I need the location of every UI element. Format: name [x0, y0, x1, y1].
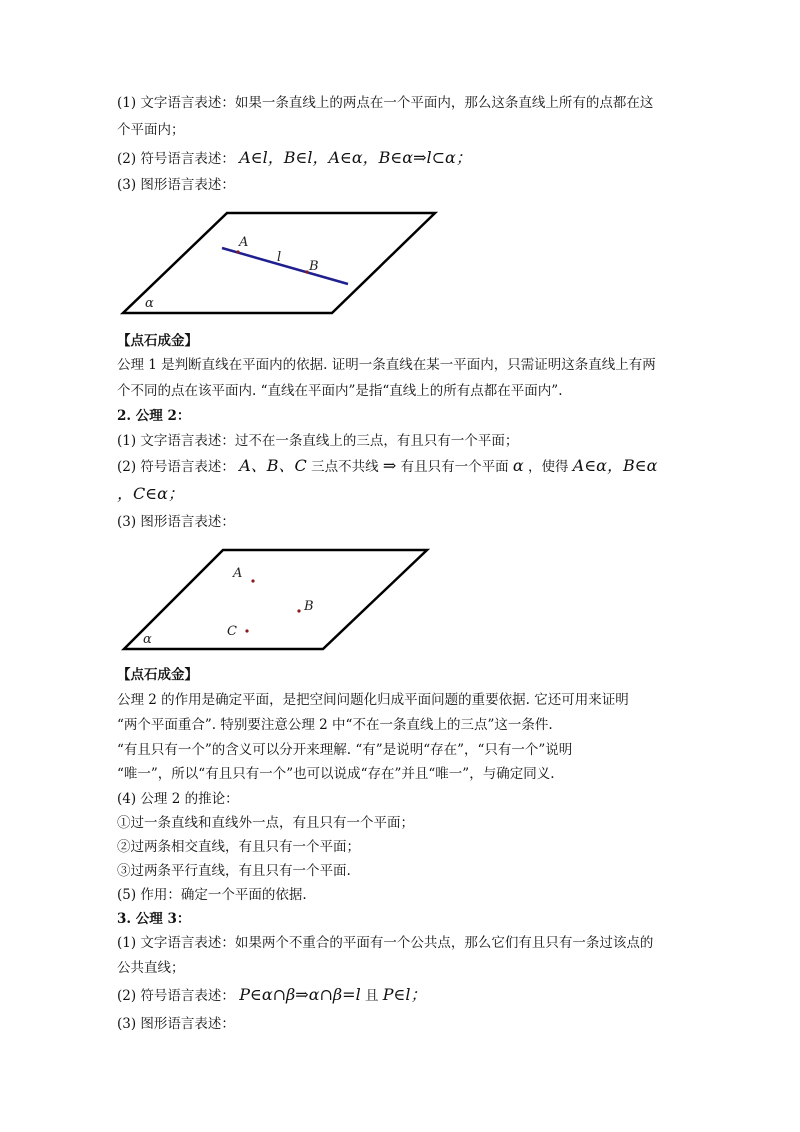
axiom1-text-line1: (1) 文字语言表述：如果一条直线上的两点在一个平面内，那么这条直线上所有的点都在这 — [117, 95, 654, 111]
corollary-1: ①过一条直线和直线外一点，有且只有一个平面； — [117, 815, 414, 831]
tip2-line4: “唯一”，所以“有且只有一个”也可以说成“存在”并且“唯一”，与确定同义. — [117, 766, 555, 782]
point-a-dot — [251, 579, 254, 582]
point-c-dot — [245, 629, 248, 632]
axiom2-symbol-points: A、B、C — [239, 456, 307, 475]
axiom2-symbol-label: (2) 符号语言表述： — [117, 459, 235, 475]
axiom3-text-line2: 公共直线； — [117, 960, 185, 976]
label-b: B — [309, 259, 319, 274]
label-c: C — [227, 624, 237, 639]
axiom1-symbol-expression: A∈l，B∈l，A∈α，B∈α⇒l⊂α； — [239, 148, 472, 167]
tip2-heading: 【点石成金】 — [117, 667, 198, 683]
axiom2-symbol-row — [117, 456, 697, 477]
label-l: l — [277, 250, 282, 265]
axiom2-symbol-c-membership: ，C∈α； — [117, 484, 184, 503]
tip1-line1: 公理 1 是判断直线在平面内的依据. 证明一条直线在某一平面内，只需证明这条直线上有两 — [117, 357, 656, 373]
tip2-line3: “有且只有一个”的含义可以分开来理解. “有”是说明“存在”，“只有一个”说明 — [117, 742, 573, 758]
axiom3-text-line1: (1) 文字语言表述：如果两个不重合的平面有一个公共点，那么它们有且只有一条过该点的 — [117, 935, 654, 951]
axiom3-symbol-and: 且 — [364, 988, 379, 1004]
axiom2-symbol-unique-plane: 有且只有一个平面 — [400, 459, 509, 475]
label-a: A — [233, 566, 243, 581]
point-b-dot — [297, 609, 300, 612]
axiom1-symbol-label: (2) 符号语言表述： — [117, 151, 235, 167]
label-b: B — [304, 599, 314, 614]
tip2-line1: 公理 2 的作用是确定平面，是把空间问题化归成平面问题的重要依据. 它还可用来证明 — [117, 692, 629, 708]
label-alpha: α — [143, 632, 152, 647]
axiom2-heading: 2. 公理 2： — [117, 408, 191, 424]
axiom3-symbol-row — [117, 985, 697, 1006]
tip1-heading: 【点石成金】 — [117, 333, 198, 349]
axiom3-heading: 3. 公理 3： — [117, 911, 191, 927]
axiom2-symbol-arrow: ⇒ — [382, 456, 397, 475]
axiom2-symbol-membership: A∈α，B∈α — [572, 456, 658, 475]
axiom2-symbol-alpha: α — [512, 456, 524, 475]
axiom2-symbol-noncollinear: 三点不共线 — [311, 459, 379, 475]
axiom3-symbol-label: (2) 符号语言表述： — [117, 988, 235, 1004]
corollary-3: ③过两条平行直线，有且只有一个平面. — [117, 863, 351, 879]
axiom2-symbol-line2 — [117, 484, 697, 505]
axiom3-graphic-label: (3) 图形语言表述： — [117, 1016, 235, 1032]
axiom3-symbol-expression-2: P∈l； — [382, 985, 427, 1004]
axiom2-graphic-label: (3) 图形语言表述： — [117, 514, 235, 530]
axiom3-symbol-expression: P∈α∩β⇒α∩β=l — [239, 985, 361, 1004]
axiom2-text: (1) 文字语言表述：过不在一条直线上的三点，有且只有一个平面； — [117, 433, 519, 449]
label-a: A — [239, 235, 249, 250]
corollary-label: (4) 公理 2 的推论： — [117, 791, 239, 807]
axiom1-graphic-label: (3) 图形语言表述： — [117, 177, 235, 193]
corollary-2: ②过两条相交直线，有且只有一个平面； — [117, 839, 360, 855]
axiom2-symbol-such-that: ，使得 — [527, 459, 569, 475]
tip2-line2: “两个平面重合”. 特别要注意公理 2 中“不在一条直线上的三点”这一条件. — [117, 717, 553, 733]
axiom1-text-line2: 个平面内； — [117, 122, 185, 138]
label-alpha: α — [145, 296, 154, 311]
point-a-dot — [236, 250, 239, 253]
plane-parallelogram-2 — [124, 550, 427, 649]
line-l — [222, 248, 348, 284]
tip1-line2: 个不同的点在该平面内. “直线在平面内”是指“直线上的所有点都在平面内”. — [117, 383, 563, 399]
axiom1-symbol-row — [117, 148, 697, 169]
axiom1-figure — [117, 205, 447, 323]
axiom2-figure — [117, 543, 447, 655]
axiom2-use: (5) 作用：确定一个平面的依据. — [117, 887, 307, 903]
